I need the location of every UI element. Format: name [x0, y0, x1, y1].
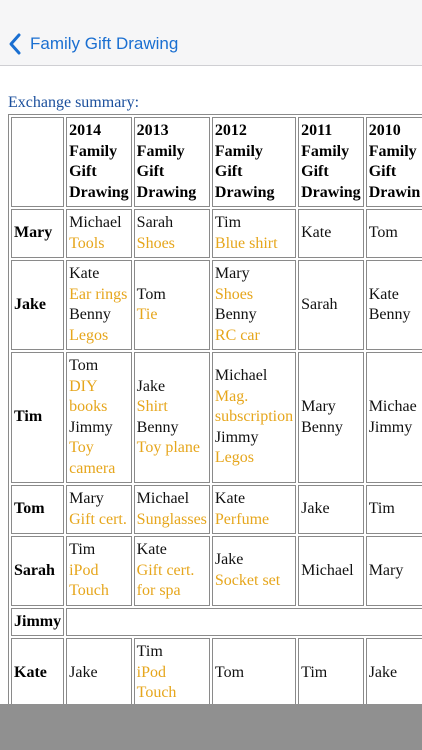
gift-text: Blue shirt: [214, 234, 278, 252]
giver-name: Benny: [368, 306, 411, 323]
table-row: [11, 209, 422, 258]
gift-text: iPod: [136, 663, 167, 681]
giver-name: Benny: [136, 418, 179, 436]
bottom-bar: [0, 704, 422, 750]
gift-text: Tie: [136, 306, 158, 323]
giver-name: Michael: [301, 561, 354, 579]
column-header-line: Drawing: [214, 183, 275, 201]
web-content[interactable]: [0, 66, 422, 704]
giver-name: Benny: [301, 418, 343, 436]
gift-text: for spa: [136, 582, 181, 599]
exchange-cell: [212, 485, 296, 534]
exchange-cell: [66, 352, 132, 483]
giver-name: Tom: [214, 663, 245, 681]
exchange-cell: [298, 485, 364, 534]
giver-name: Jimmy: [69, 418, 113, 436]
gift-text: Gift cert.: [136, 561, 195, 579]
giver-name: Tim: [301, 663, 328, 681]
exchange-cell: [134, 485, 210, 534]
giver-name: Tim: [136, 643, 163, 660]
column-header-line: 2010: [368, 122, 401, 139]
column-header: [298, 117, 364, 207]
column-header-line: Gift: [368, 163, 397, 180]
gift-text: books: [69, 398, 108, 415]
exchange-cell: [134, 209, 210, 258]
empty-cell: [66, 608, 422, 637]
column-header-line: Family: [214, 142, 263, 160]
giver-name: Jake: [69, 663, 98, 681]
giver-name: Kate: [69, 265, 100, 282]
gift-text: Gift cert.: [69, 510, 127, 528]
exchange-cell: [212, 260, 296, 350]
back-button[interactable]: [8, 28, 178, 60]
giver-name: Sarah: [301, 295, 338, 313]
row-name-cell: Tim: [11, 352, 64, 483]
exchange-cell: [66, 536, 132, 606]
gift-text: Ear rings: [69, 285, 128, 303]
gift-text: DIY: [69, 377, 98, 395]
giver-name: Tim: [214, 214, 242, 231]
exchange-cell: [298, 260, 364, 350]
giver-name: Tom: [69, 357, 99, 374]
exchange-cell: [298, 638, 364, 704]
exchange-table: [8, 114, 422, 704]
column-header: [212, 117, 296, 207]
giver-name: Kate: [136, 541, 167, 558]
exchange-cell: [298, 536, 364, 606]
corner-cell: [11, 117, 64, 207]
table-row: [11, 536, 422, 606]
giver-name: Benny: [69, 306, 111, 323]
exchange-cell: [66, 260, 132, 350]
column-header-line: Family: [301, 142, 350, 160]
gift-text: Tools: [69, 234, 105, 252]
summary-label: Exchange summary:: [8, 94, 140, 111]
giver-name: Michael: [136, 490, 190, 507]
table-row: [11, 352, 422, 483]
giver-name: Mary: [214, 265, 250, 282]
exchange-cell: [212, 209, 296, 258]
gift-text: camera: [69, 459, 116, 477]
exchange-cell: [66, 638, 132, 704]
column-header-line: 2013: [136, 122, 169, 139]
giver-name: Tom: [136, 285, 166, 303]
exchange-cell: [366, 352, 422, 483]
nav-title: Family Gift Drawing: [30, 34, 179, 53]
table-header-row: [11, 117, 422, 207]
exchange-cell: [366, 209, 422, 258]
table-row: [11, 485, 422, 534]
giver-name: Tim: [69, 541, 96, 558]
column-header-line: Family: [136, 142, 185, 160]
column-header-line: Family: [368, 142, 417, 160]
exchange-cell: [212, 352, 296, 483]
exchange-cell: [134, 638, 210, 704]
gift-text: subscription: [214, 408, 294, 426]
giver-name: Mary: [368, 561, 404, 579]
table-row: [11, 638, 422, 704]
chevron-left-icon: [8, 32, 22, 56]
giver-name: Kate: [214, 490, 246, 507]
gift-text: Sunglasses: [136, 510, 207, 528]
row-name-cell: Sarah: [11, 536, 64, 606]
giver-name: Jake: [214, 551, 244, 569]
exchange-cell: [134, 536, 210, 606]
gift-text: Legos: [214, 449, 255, 467]
column-header-line: Gift: [301, 163, 329, 180]
giver-name: Jake: [136, 377, 166, 395]
giver-name: Kate: [368, 285, 399, 303]
giver-name: Tim: [368, 500, 395, 518]
table-row: [11, 260, 422, 350]
giver-name: Michael: [69, 214, 122, 231]
row-name-cell: Tom: [11, 485, 64, 534]
gift-text: Shirt: [136, 398, 168, 415]
giver-name: Michae: [368, 398, 417, 415]
column-header: [134, 117, 210, 207]
gift-text: Perfume: [214, 510, 270, 528]
column-header-line: 2012: [214, 122, 247, 139]
column-header-line: 2011: [301, 122, 333, 139]
nav-bar: [0, 0, 422, 66]
giver-name: Tom: [368, 224, 398, 242]
column-header-line: Drawing: [136, 183, 197, 201]
exchange-cell: [298, 352, 364, 483]
column-header-line: 2014: [69, 122, 102, 139]
exchange-cell: [134, 260, 210, 350]
column-header-line: Gift: [69, 163, 97, 180]
giver-name: Mary: [301, 398, 336, 415]
giver-name: Jake: [301, 500, 330, 518]
row-name-cell: Kate: [11, 638, 64, 704]
column-header: [66, 117, 132, 207]
giver-name: Jimmy: [368, 418, 413, 436]
column-header: [366, 117, 422, 207]
giver-name: Jimmy: [214, 428, 259, 446]
column-header-line: Drawing: [69, 183, 129, 201]
giver-name: Jake: [368, 663, 398, 681]
exchange-cell: [66, 209, 132, 258]
exchange-cell: [66, 485, 132, 534]
gift-text: Touch: [69, 582, 109, 599]
row-name-cell: Mary: [11, 209, 64, 258]
gift-text: Touch: [136, 684, 177, 701]
giver-name: Mary: [69, 490, 104, 507]
column-header-line: Drawing: [301, 183, 361, 201]
exchange-cell: [134, 352, 210, 483]
row-name-cell: Jimmy: [11, 608, 64, 637]
gift-text: Shoes: [214, 285, 254, 303]
column-header-line: Gift: [214, 163, 243, 180]
exchange-cell: [298, 209, 364, 258]
table-row: [11, 608, 422, 637]
gift-text: RC car: [214, 326, 260, 344]
gift-text: iPod: [69, 561, 99, 579]
exchange-cell: [366, 485, 422, 534]
gift-text: Toy plane: [136, 439, 200, 456]
gift-text: Legos: [69, 326, 109, 344]
giver-name: Michael: [214, 367, 268, 385]
gift-text: Toy: [69, 439, 94, 456]
exchange-cell: [366, 536, 422, 606]
gift-text: Shoes: [136, 234, 175, 252]
exchange-cell: [366, 638, 422, 704]
exchange-cell: [212, 536, 296, 606]
giver-name: Kate: [301, 224, 332, 242]
column-header-line: Gift: [136, 163, 165, 180]
column-header-line: Drawin: [368, 183, 421, 201]
row-name-cell: Jake: [11, 260, 64, 350]
exchange-cell: [366, 260, 422, 350]
column-header-line: Family: [69, 142, 118, 160]
exchange-cell: [212, 638, 296, 704]
giver-name: Benny: [214, 306, 257, 323]
gift-text: Socket set: [214, 571, 281, 589]
gift-text: Mag.: [214, 387, 249, 405]
giver-name: Sarah: [136, 214, 174, 231]
